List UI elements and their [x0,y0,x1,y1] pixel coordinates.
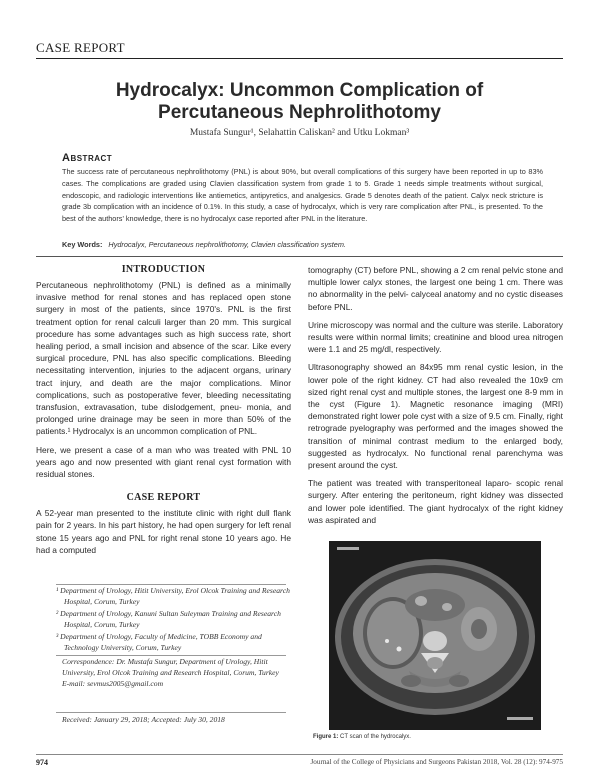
introduction-section [36,264,291,556]
affiliation-2: ² Department of Urology, Kanuni Sultan Suleyman Training and Research Hospital, Corum, Turkey [56,608,281,630]
figure-caption [313,734,411,740]
correspondence [62,656,287,690]
case-report-heading: CASE REPORT [126,492,201,504]
footer-divider [36,754,563,755]
abstract-divider [36,256,563,257]
case-report-continued [308,264,563,526]
abstract-text: The success rate of percutaneous nephrolithotomy (PNL) is about 90%, but overall complications of this surgery have been reported in up to 83% cases. The complications are graded using Clavien classification system from grade 1 to 5. Grade 1 needs simple treatments without surgical, endoscopic, and radiologic interventions like antiemetics, antipyretics, and analgesics. Grade 5 denotes death of the patient. Calyx neck stricture is grade 3b complication with an incidence of 0.1%. In this study, a case of hydrocalyx, which is very rare complication after PNL, is presented. To the best of the authors' knowledge, there is no hydrocalyx case reported after PNL in the literature. [62,167,543,224]
title-line-1: Hydrocalyx: Uncommon Complication of [115,80,484,101]
article-title [36,80,563,124]
affiliations [56,585,291,653]
figure-caption-label: Figure 1: [313,734,339,740]
keywords-list: Hydrocalyx, Percutaneous nephrolithotomy, Clavien classification system. [108,240,346,249]
section-label: CASE REPORT [36,40,125,55]
case-report-paragraph-3: Ultrasonography showed an 84x95 mm renal cystic lesion, in the lower pole of the right kidney. CT had also revealed the 10x9 cm sized right renal cyst and multiple stones, the largest one 8-9 mm in the cyst (Figure 1). Magnetic resonance imaging (MRI) demonstrated right lower pole cyst with a size of 9.5 cm. Finally, right retrograde pyelography was performed and the images showed the transition of minimal contrast medium to the enlarged body, suggested as hydrocalyx. No functional renal parenchyma was present around the cyst. [308,362,563,471]
figure-caption-text: CT scan of the hydrocalyx. [340,734,411,740]
abstract-heading: Abstract [62,152,113,164]
dates-divider [56,712,286,713]
keywords-label: Key Words: [62,240,103,249]
title-line-2: Percutaneous Nephrolithotomy [158,102,441,123]
introduction-heading: INTRODUCTION [121,264,206,275]
introduction-paragraph-2: Here, we present a case of a man who was treated with PNL 10 years ago and now presented with giant renal cyst formation with residual stones. [36,444,291,480]
journal-citation: Journal of the College of Physicians and Surgeons Pakistan 2018, Vol. 28 (12): 974-975 [310,758,563,766]
affiliation-1: ¹ Department of Urology, Hitit University, Erol Olcok Training and Research Hospital, Corum, Turkey [56,586,290,607]
ct-scan-figure [329,541,541,730]
case-report-paragraph-1: A 52-year man presented to the institute clinic with right dull flank pain for 2 years. In his part history, he had open surgery for left renal stone 15 years ago and PNL for right renal stone 10 years ago. He had a computed [36,508,291,555]
header-divider [36,58,563,59]
page-number: 974 [36,758,48,767]
case-report-paragraph-1-continued: tomography (CT) before PNL, showing a 2 cm renal pelvic stone and multiple lower calyx stones, the largest one being 1 cm. There was no abnormality in the pelvi- calyceal anatomy and no cystic diseases before PNL. [308,265,563,312]
correspondence-text: Correspondence: Dr. Mustafa Sungur, Department of Urology, Hitit University, Erol Olcok Training and Research Hospital, Corum, Turkey [62,657,279,678]
case-report-paragraph-4: The patient was treated with transperitoneal laparo- scopic renal surgery. After entering the peritoneum, right kidney was dissected and lower pole identified. The giant hydrocalyx of the right kidney was aspirated and [308,478,563,525]
affiliation-3: ³ Department of Urology, Faculty of Medicine, TOBB Economy and Technology University, Corum, Turkey [56,631,262,653]
authors: Mustafa Sungur¹, Selahattin Caliskan² and Utku Lokman³ [189,128,410,138]
correspondence-email: E-mail: sevmus2005@gmail.com [62,679,164,689]
keywords [62,240,543,249]
case-report-paragraph-2: Urine microscopy was normal and the culture was sterile. Laboratory results were within normal limits; creatinine and blood urea nitrogen were 1.1 and 25 mg/dl, respectively. [308,319,563,355]
received-accepted-dates: Received: January 29, 2018; Accepted: July 30, 2018 [62,715,225,724]
ct-scan-image [329,541,541,730]
introduction-paragraph-1: Percutaneous nephrolithotomy (PNL) is defined as a minimally invasive method for renal stones and has replaced open stone surgery in most of the patients, since 1970's. PNL is the first treatment option for renal calculi larger than 20 mm. This surgical procedure has some advantages such as high success rate, short healing period, a small incision and absence of the scar. Like every surgical procedure, PNL has also specific complications. Bleeding necessitating intervention, injuries to the adjacent organs, urinary tract injury, and death are the major complications. Minor complications, such as postoperative fever, bleeding necessitating transfusion, extravasation, tube dislodgement, pneu- monia, and prolonged urine drainage may be seen in more than 50% of the patients.¹ Hydrocalyx is an uncommon complication of PNL. [36,280,291,437]
